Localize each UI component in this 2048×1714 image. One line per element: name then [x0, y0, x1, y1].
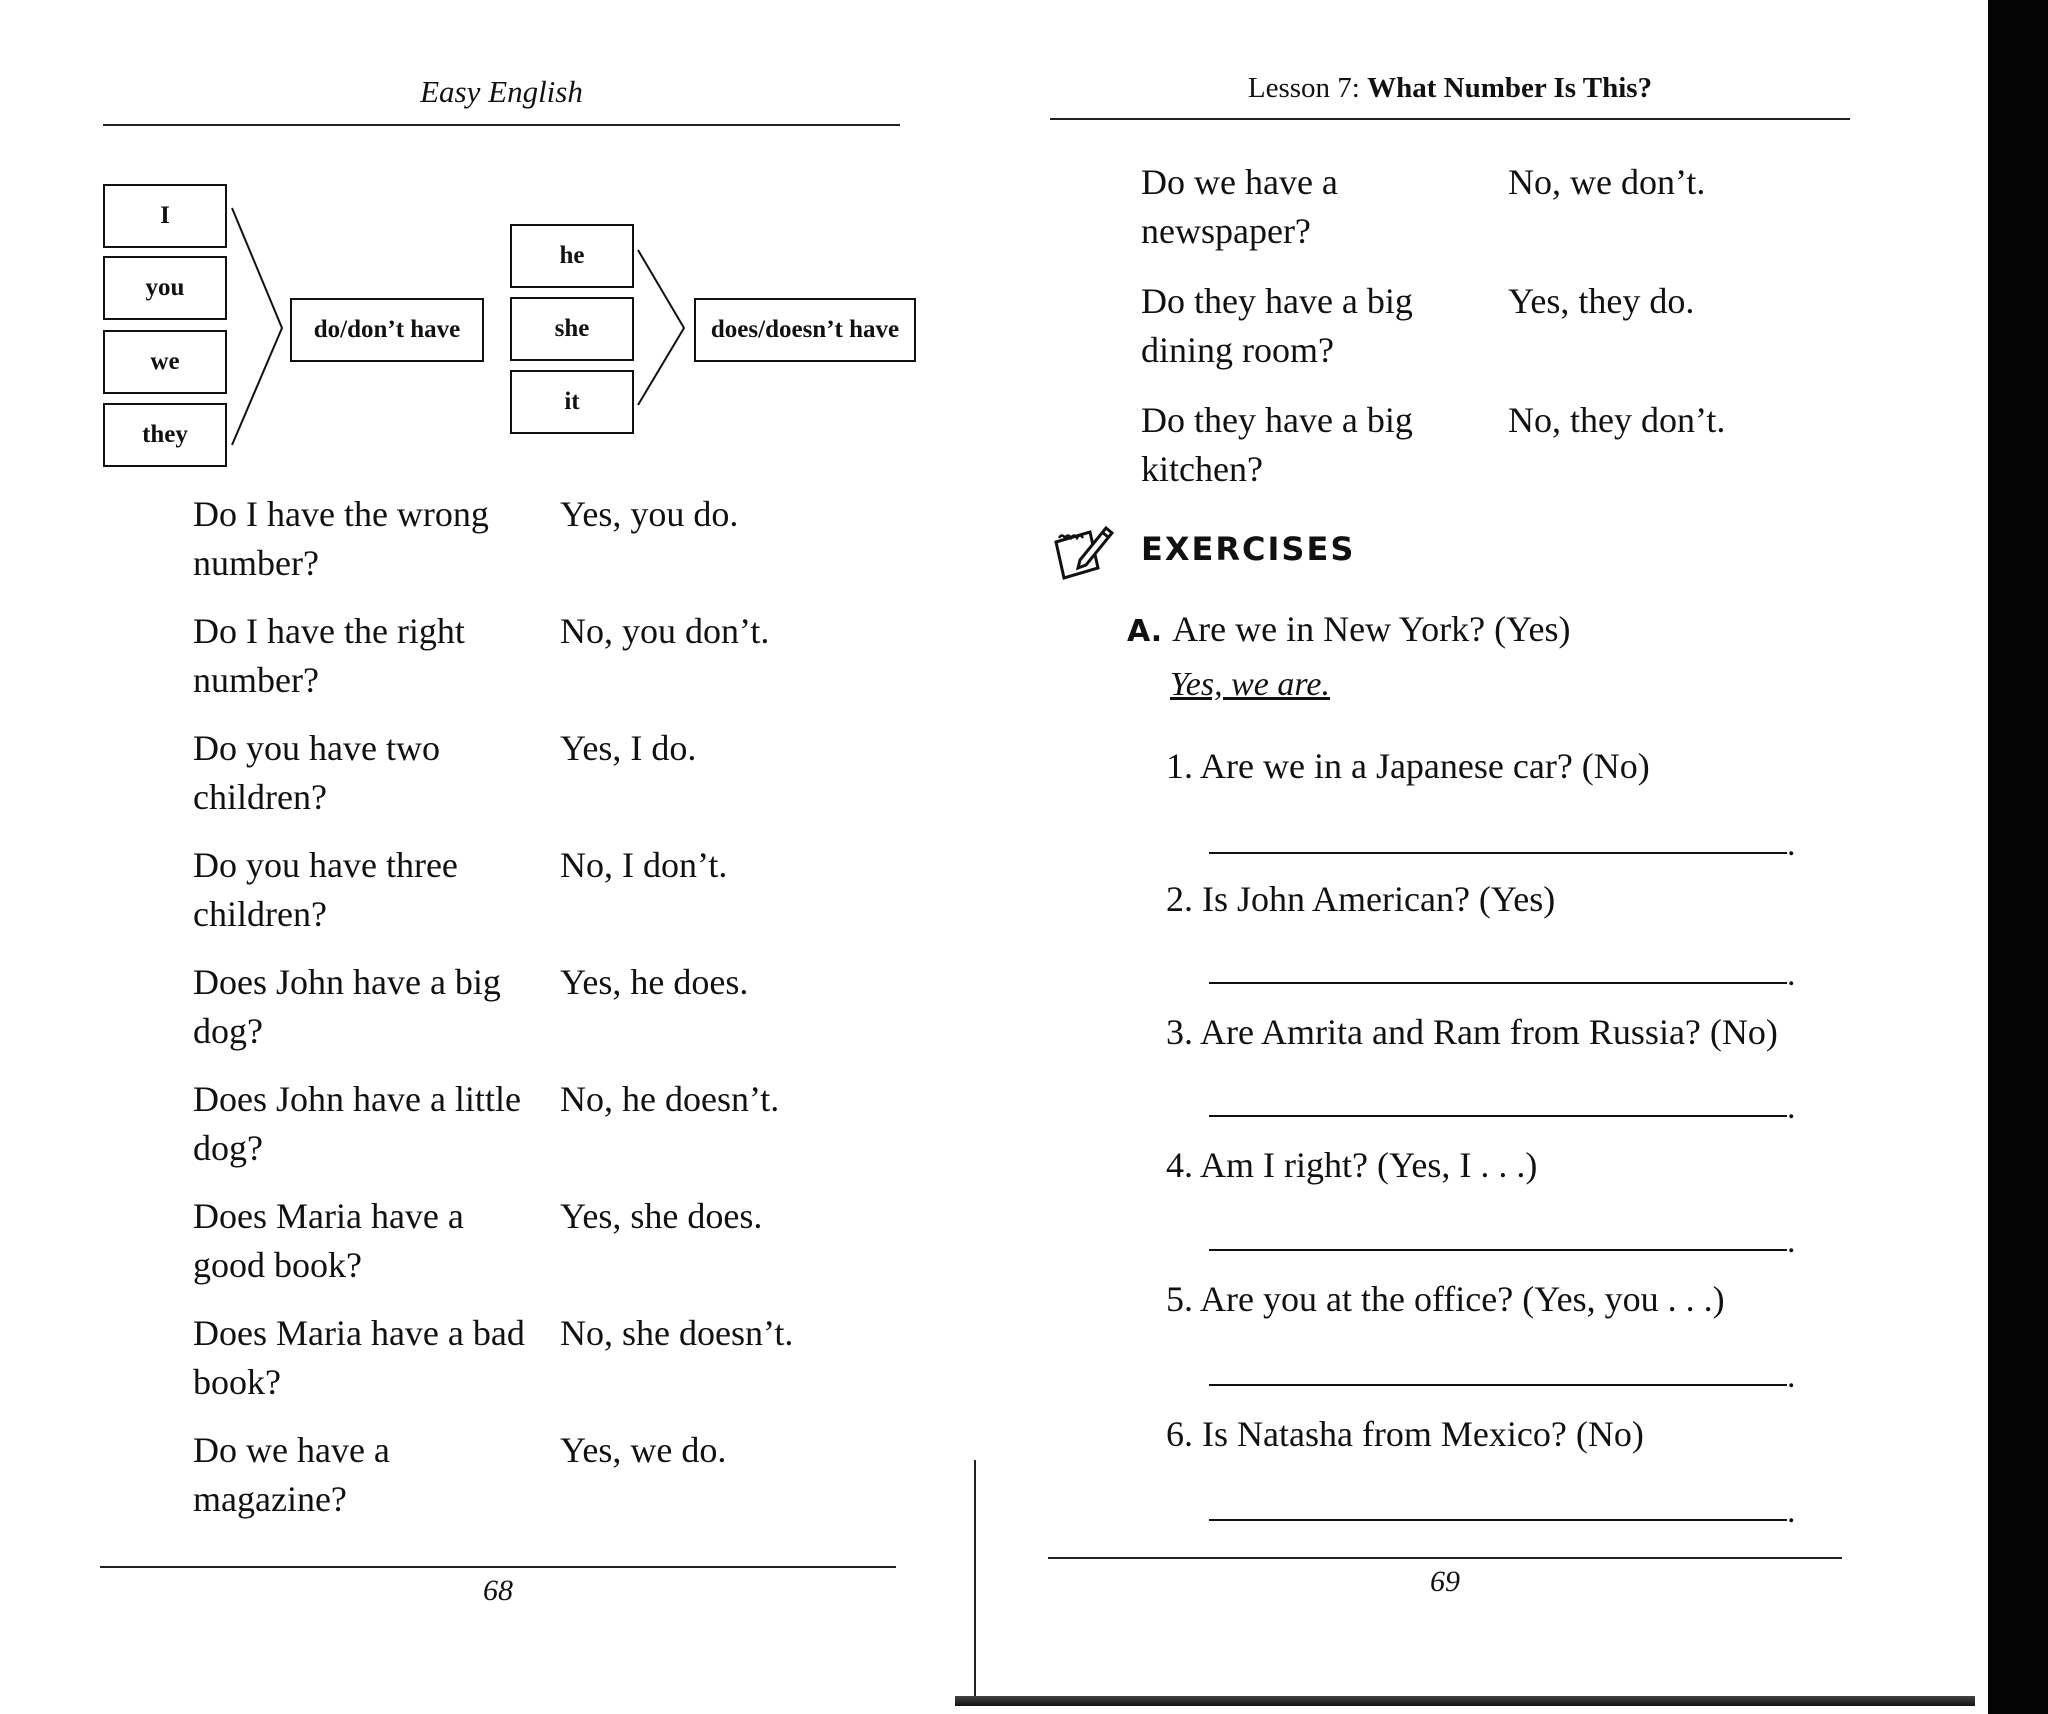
left-page-number: 68	[483, 1574, 513, 1607]
right-header-rule	[1050, 118, 1850, 120]
answer-3: Yes, I do.	[560, 728, 697, 768]
item-number: 4.	[1166, 1145, 1193, 1185]
question-6: Does John have a little dog?	[193, 1079, 521, 1168]
blank-period: .	[1787, 1089, 1796, 1126]
item-question: Is John American? (Yes)	[1202, 879, 1556, 919]
right-footer-rule	[1048, 1557, 1842, 1559]
question-9: Do we have a magazine?	[193, 1430, 390, 1519]
exercises-title: EXERCISES	[1141, 530, 1356, 568]
blank-period: .	[1787, 1493, 1796, 1530]
book-gutter	[974, 1460, 976, 1700]
pronoun-box-you: you	[103, 256, 227, 320]
left-footer-rule	[100, 1566, 896, 1568]
question-1: Do I have the wrong number?	[193, 494, 489, 583]
bracket-group1	[232, 208, 282, 445]
answer-2: No, you don’t.	[560, 611, 770, 651]
question-12: Do they have a big kitchen?	[1141, 400, 1413, 489]
do-dont-have-box: do/don’t have	[290, 298, 484, 362]
item-question: Am I right? (Yes, I . . .)	[1200, 1145, 1538, 1185]
answer-10: No, we don’t.	[1508, 162, 1706, 202]
pronoun-box-i: I	[103, 184, 227, 248]
exercise-item-4	[1166, 1144, 1537, 1186]
pronoun-box-she: she	[510, 297, 634, 361]
blank-period: .	[1787, 1358, 1796, 1395]
answer-blank-2[interactable]	[1209, 982, 1787, 984]
chart-brackets	[0, 0, 1000, 500]
pronoun-box-it: it	[510, 370, 634, 434]
lesson-label: Lesson 7:	[1247, 72, 1368, 104]
blank-period: .	[1787, 826, 1796, 863]
left-running-header: Easy English	[420, 74, 583, 109]
question-8: Does Maria have a bad book?	[193, 1313, 525, 1402]
item-number: 2.	[1166, 879, 1193, 919]
pronoun-box-he: he	[510, 224, 634, 288]
answer-8: No, she doesn’t.	[560, 1313, 794, 1353]
question-3: Do you have two children?	[193, 728, 440, 817]
answer-12: No, they don’t.	[1508, 400, 1726, 440]
item-question: Are we in a Japanese car? (No)	[1200, 746, 1650, 786]
exercise-item-5	[1166, 1278, 1725, 1320]
exercise-sample	[1127, 608, 1570, 650]
scan-right-edge	[1988, 0, 2048, 1714]
answer-11: Yes, they do.	[1508, 281, 1695, 321]
item-question: Are Amrita and Ram from Russia? (No)	[1200, 1012, 1778, 1052]
does-doesnt-have-box: does/doesn’t have	[694, 298, 916, 362]
pronoun-box-we: we	[103, 330, 227, 394]
answer-1: Yes, you do.	[560, 494, 739, 534]
answer-4: No, I don’t.	[560, 845, 728, 885]
exercise-item-1	[1166, 745, 1650, 787]
item-number: 1.	[1166, 746, 1193, 786]
question-2: Do I have the right number?	[193, 611, 465, 700]
answer-blank-5[interactable]	[1209, 1384, 1787, 1386]
item-number: 3.	[1166, 1012, 1193, 1052]
question-5: Does John have a big dog?	[193, 962, 501, 1051]
exercise-item-2	[1166, 878, 1555, 920]
sample-question: Are we in New York? (Yes)	[1172, 609, 1571, 649]
page-bottom-shadow	[955, 1696, 1975, 1706]
bracket-group2	[638, 250, 684, 405]
pronoun-box-they: they	[103, 403, 227, 467]
answer-6: No, he doesn’t.	[560, 1079, 780, 1119]
question-7: Does Maria have a good book?	[193, 1196, 464, 1285]
right-running-header	[1050, 72, 1850, 105]
exercise-item-6	[1166, 1413, 1644, 1455]
answer-blank-3[interactable]	[1209, 1115, 1787, 1117]
item-question: Are you at the office? (Yes, you . . .)	[1200, 1279, 1725, 1319]
blank-period: .	[1787, 1223, 1796, 1260]
question-10: Do we have a newspaper?	[1141, 162, 1338, 251]
lesson-title: What Number Is This?	[1367, 72, 1653, 104]
blank-period: .	[1787, 956, 1796, 993]
section-letter: A.	[1127, 614, 1163, 649]
sample-answer: Yes, we are.	[1170, 666, 1330, 703]
question-4: Do you have three children?	[193, 845, 458, 934]
right-page-number: 69	[1430, 1565, 1460, 1598]
question-11: Do they have a big dining room?	[1141, 281, 1413, 370]
notepad-pencil-icon	[1050, 520, 1120, 584]
answer-5: Yes, he does.	[560, 962, 749, 1002]
item-number: 6.	[1166, 1414, 1193, 1454]
item-question: Is Natasha from Mexico? (No)	[1202, 1414, 1644, 1454]
answer-blank-4[interactable]	[1209, 1249, 1787, 1251]
answer-9: Yes, we do.	[560, 1430, 727, 1470]
item-number: 5.	[1166, 1279, 1193, 1319]
answer-blank-1[interactable]	[1209, 852, 1787, 854]
answer-blank-6[interactable]	[1209, 1519, 1787, 1521]
answer-7: Yes, she does.	[560, 1196, 763, 1236]
exercise-item-3	[1166, 1011, 1778, 1053]
